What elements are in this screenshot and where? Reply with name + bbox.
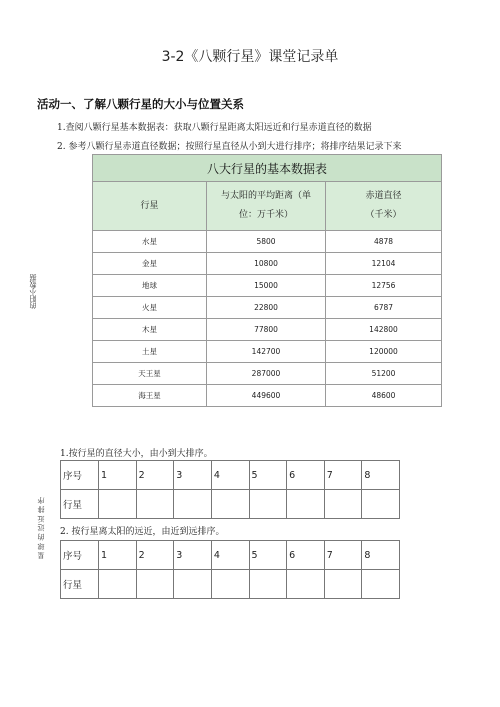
header-diameter-line2: （千米） xyxy=(365,210,402,220)
header-distance-line1: 与太阳的平均距离（单 xyxy=(220,191,311,201)
table-row xyxy=(93,341,442,363)
activity-heading: 活动一、了解八颗行星的大小与位置关系 xyxy=(37,97,244,111)
planet-name: 天王星 xyxy=(93,363,207,385)
side-note-2: 星 球 的 远 近 排 序 xyxy=(37,497,45,560)
table-row xyxy=(93,385,442,407)
planet-diameter: 142800 xyxy=(326,319,442,341)
sort-number-cell: 6 xyxy=(287,461,325,490)
step-2-text: 2. 参考八颗行星赤道直径数据；按照行星直径从小到大进行排序；将排序结果记录下来 xyxy=(57,142,402,152)
sort-number-cell: 5 xyxy=(249,461,287,490)
sort-planet-cell[interactable] xyxy=(324,570,362,599)
sort-planet-cell[interactable] xyxy=(211,570,249,599)
planet-name: 地球 xyxy=(93,275,207,297)
planet-name: 木星 xyxy=(93,319,207,341)
planet-distance: 22800 xyxy=(207,297,326,319)
table-caption: 八大行星的基本数据表 xyxy=(93,155,442,182)
planet-data-table xyxy=(92,154,442,407)
planet-distance: 5800 xyxy=(207,231,326,253)
sort-planet-cell[interactable] xyxy=(324,490,362,519)
sort-number-cell: 8 xyxy=(362,461,400,490)
header-distance-line2: 位：万千米） xyxy=(238,210,293,220)
planet-diameter: 6787 xyxy=(326,297,442,319)
sort-2-instruction: 2. 按行星离太阳的远近，由近到远排序。 xyxy=(60,527,225,537)
sort-number-cell: 7 xyxy=(324,541,362,570)
sort-number-cell: 4 xyxy=(211,461,249,490)
sort-planet-cell[interactable] xyxy=(211,490,249,519)
sort-planet-label: 行星 xyxy=(61,490,99,519)
header-diameter xyxy=(326,182,442,231)
sort-number-cell: 8 xyxy=(362,541,400,570)
sort-planet-cell[interactable] xyxy=(362,570,400,599)
sort-planet-cell[interactable] xyxy=(174,490,212,519)
sort-number-row xyxy=(61,461,400,490)
distance-sort-table xyxy=(60,540,400,599)
sort-number-row xyxy=(61,541,400,570)
sort-number-cell: 7 xyxy=(324,461,362,490)
table-row xyxy=(93,253,442,275)
planet-distance: 77800 xyxy=(207,319,326,341)
page-title: 3-2《八颗行星》课堂记录单 xyxy=(161,49,339,65)
planet-name: 土星 xyxy=(93,341,207,363)
table-row xyxy=(93,231,442,253)
sort-1-instruction: 1.按行星的直径大小，由小到大排序。 xyxy=(60,449,213,459)
planet-diameter: 51200 xyxy=(326,363,442,385)
table-header-row xyxy=(93,182,442,231)
sort-number-cell: 1 xyxy=(99,461,137,490)
sort-planet-cell[interactable] xyxy=(136,570,174,599)
sort-number-cell: 2 xyxy=(136,541,174,570)
sort-number-cell: 3 xyxy=(174,541,212,570)
planet-name: 海王星 xyxy=(93,385,207,407)
planet-name: 金星 xyxy=(93,253,207,275)
planet-diameter: 120000 xyxy=(326,341,442,363)
sort-planet-cell[interactable] xyxy=(249,570,287,599)
header-distance xyxy=(207,182,326,231)
diameter-sort-table xyxy=(60,460,400,519)
sort-planet-row xyxy=(61,490,400,519)
step-1-text: 1.查阅八颗行星基本数据表：获取八颗行星距离太阳远近和行星赤道直径的数据 xyxy=(57,123,372,133)
sort-planet-cell[interactable] xyxy=(287,570,325,599)
sort-planet-row xyxy=(61,570,400,599)
planet-distance: 10800 xyxy=(207,253,326,275)
sort-number-label: 序号 xyxy=(61,541,99,570)
sort-number-cell: 5 xyxy=(249,541,287,570)
planet-diameter: 12756 xyxy=(326,275,442,297)
table-row xyxy=(93,297,442,319)
header-diameter-line1: 赤道直径 xyxy=(365,191,402,201)
sort-number-cell: 4 xyxy=(211,541,249,570)
sort-planet-cell[interactable] xyxy=(99,570,137,599)
table-row xyxy=(93,363,442,385)
sort-planet-cell[interactable] xyxy=(99,490,137,519)
table-row xyxy=(93,275,442,297)
planet-name: 水星 xyxy=(93,231,207,253)
sort-number-cell: 2 xyxy=(136,461,174,490)
planet-diameter: 4878 xyxy=(326,231,442,253)
sort-number-cell: 3 xyxy=(174,461,212,490)
sort-planet-cell[interactable] xyxy=(136,490,174,519)
planet-distance: 449600 xyxy=(207,385,326,407)
header-planet: 行星 xyxy=(93,182,207,231)
table-row xyxy=(93,319,442,341)
planet-distance: 15000 xyxy=(207,275,326,297)
planet-diameter: 48600 xyxy=(326,385,442,407)
sort-planet-cell[interactable] xyxy=(362,490,400,519)
sort-planet-cell[interactable] xyxy=(249,490,287,519)
planet-name: 火星 xyxy=(93,297,207,319)
sort-number-label: 序号 xyxy=(61,461,99,490)
sort-number-cell: 6 xyxy=(287,541,325,570)
planet-distance: 287000 xyxy=(207,363,326,385)
sort-number-cell: 1 xyxy=(99,541,137,570)
side-note-1: 的阳小数据 xyxy=(29,274,37,309)
planet-diameter: 12104 xyxy=(326,253,442,275)
sort-planet-cell[interactable] xyxy=(174,570,212,599)
sort-planet-cell[interactable] xyxy=(287,490,325,519)
planet-distance: 142700 xyxy=(207,341,326,363)
sort-planet-label: 行星 xyxy=(61,570,99,599)
